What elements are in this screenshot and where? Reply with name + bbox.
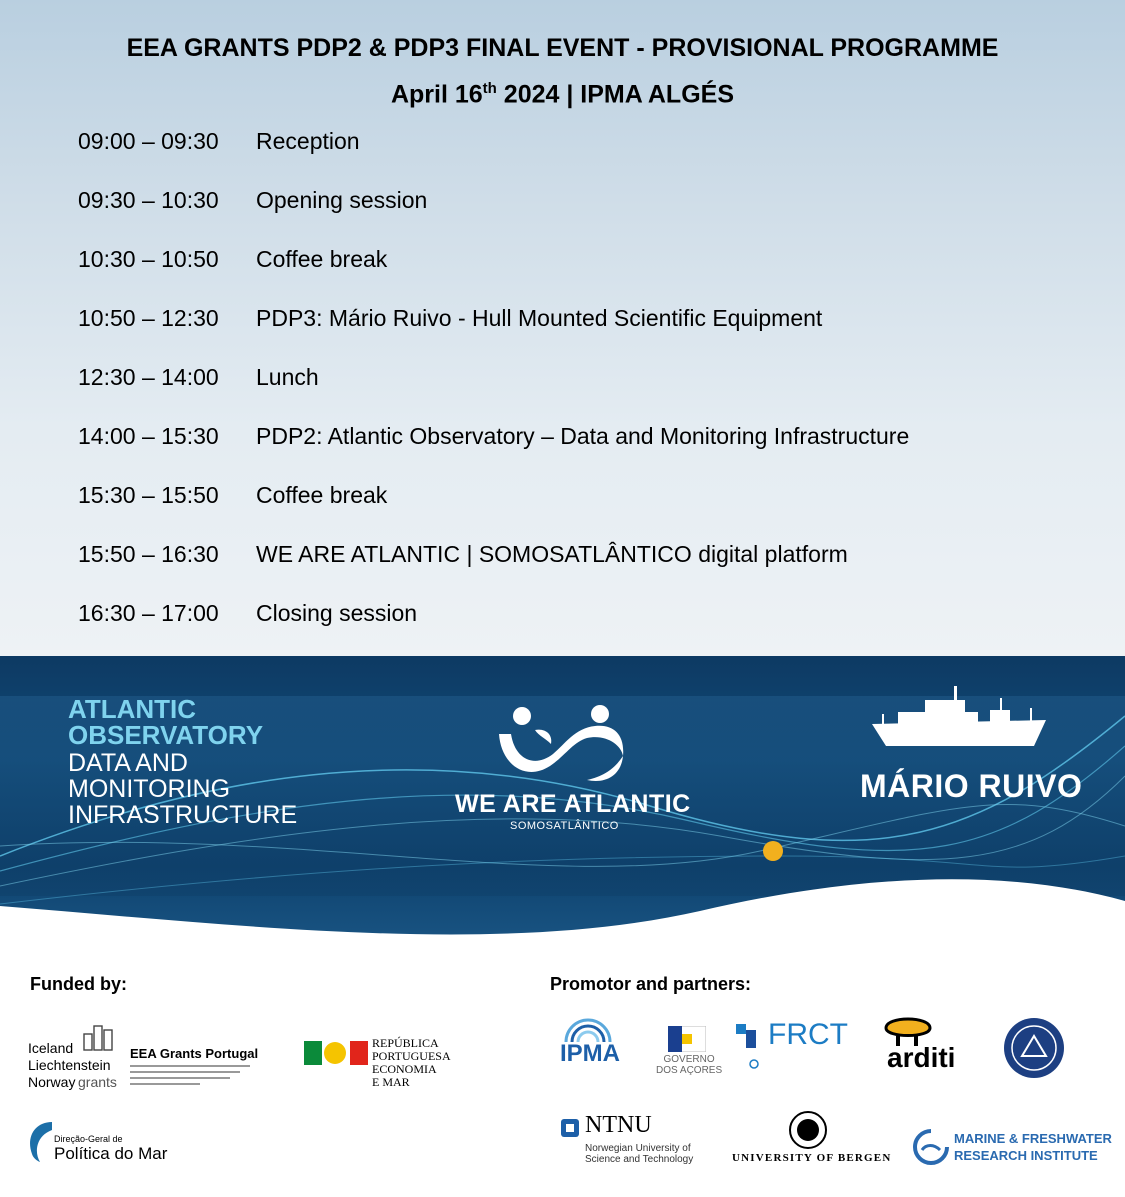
governo-line1: GOVERNO [663,1054,715,1065]
date-suffix: 2024 | IPMA ALGÉS [496,80,735,109]
atlantic-observatory-line5: INFRASTRUCTURE [68,801,298,829]
programme-row [78,541,848,568]
programme-item: Lunch [256,364,319,390]
ntnu-sub-line1: Norwegian University of [585,1143,691,1154]
programme-item: Reception [256,128,360,154]
eea-grants-logo-icon [82,1024,118,1054]
programme-time: 10:50 – 12:30 [78,305,219,331]
date-prefix: April 16 [390,80,483,109]
republica-line2: PORTUGUESA [372,1049,451,1063]
buoy-icon [760,838,786,864]
governo-line2: DOS AÇORES [656,1065,723,1076]
governo-acores-flag-icon [668,1026,706,1052]
programme-time: 12:30 – 14:00 [78,364,219,390]
governo-acores-text [656,1054,722,1076]
marine-freshwater-logo-icon [912,1128,950,1166]
programme-time: 16:30 – 17:00 [78,600,219,626]
dgpm-small-text: Direção-Geral de [54,1134,123,1144]
atlantic-observatory-line2: OBSERVATORY [68,720,264,750]
somosatlantico-text: SOMOSATLÂNTICO [510,820,619,832]
programme-row [78,246,387,273]
marine-freshwater-text [954,1130,1112,1164]
liechtenstein-text: Liechtenstein [28,1057,111,1073]
eea-grants-portugal-text: EEA Grants Portugal [130,1046,259,1061]
ntnu-logo-icon [560,1118,580,1138]
programme-item: Coffee break [256,482,388,508]
iceland-text: Iceland [28,1040,74,1056]
programme-item: Closing session [256,600,418,626]
programme-time: 14:00 – 15:30 [78,423,219,449]
republica-line3: ECONOMIA [372,1062,437,1076]
ipma-text: IPMA [560,1040,620,1067]
event-date [0,80,1125,109]
programme-item: Coffee break [256,246,388,272]
programme-item: PDP2: Atlantic Observatory – Data and Monitoring Infrastructure [256,423,910,449]
politica-do-mar-text: Política do Mar [54,1144,168,1163]
eea-fine-print-graphic [130,1064,260,1086]
programme-row [78,600,417,627]
programme-item: WE ARE ATLANTIC | SOMOSATLÂNTICO digital platform [256,541,848,567]
programme-time: 15:30 – 15:50 [78,482,219,508]
ntnu-sub-line2: Science and Technology [585,1154,694,1165]
republica-line1: REPÚBLICA [372,1036,439,1050]
frct-logo-icon [734,1022,768,1072]
grants-text: grants [78,1074,117,1090]
programme-row [78,364,319,391]
date-superscript: th [482,80,497,97]
republica-portuguesa-flag-icon [304,1040,368,1066]
frct-text: FRCT [768,1018,848,1051]
marine-line2: RESEARCH INSTITUTE [954,1148,1098,1163]
arditi-logo-icon [882,1012,934,1046]
hydrographic-institute-seal-icon [1002,1016,1066,1080]
programme-row [78,128,360,155]
programme-time: 15:50 – 16:30 [78,541,219,567]
promotor-partners-label: Promotor and partners: [550,974,752,994]
programme-row [78,305,822,332]
atlantic-observatory-line3: DATA AND [68,749,188,777]
funded-by-label: Funded by: [30,974,127,994]
programme-item: PDP3: Mário Ruivo - Hull Mounted Scientific Equipment [256,305,823,331]
programme-time: 09:00 – 09:30 [78,128,219,154]
mario-ruivo-text: MÁRIO RUIVO [860,768,1083,804]
programme-row [78,187,427,214]
ship-icon [870,684,1050,756]
marine-line1: MARINE & FRESHWATER [954,1131,1112,1146]
programme-item: Opening session [256,187,428,213]
event-title: EEA GRANTS PDP2 & PDP3 FINAL EVENT - PROVISIONAL PROGRAMME [126,34,999,62]
programme-row [78,482,387,509]
programme-time: 10:30 – 10:50 [78,246,219,272]
norway-text: Norway [28,1074,76,1090]
atlantic-observatory-line1: ATLANTIC [68,694,197,724]
we-are-atlantic-logo-icon [495,704,630,786]
university-of-bergen-seal-icon [788,1110,828,1150]
arditi-text: arditi [887,1042,956,1073]
politica-do-mar-logo-icon [26,1118,56,1164]
atlantic-observatory-line4: MONITORING [68,775,231,803]
programme-row [78,423,909,450]
republica-portuguesa-text [372,1037,451,1089]
republica-line4: E MAR [372,1075,410,1089]
programme-time: 09:30 – 10:30 [78,187,219,213]
ntnu-subtitle [585,1143,693,1165]
university-of-bergen-text: UNIVERSITY OF BERGEN [732,1152,892,1164]
ntnu-text: NTNU [585,1112,652,1138]
we-are-atlantic-text: WE ARE ATLANTIC [455,790,691,818]
